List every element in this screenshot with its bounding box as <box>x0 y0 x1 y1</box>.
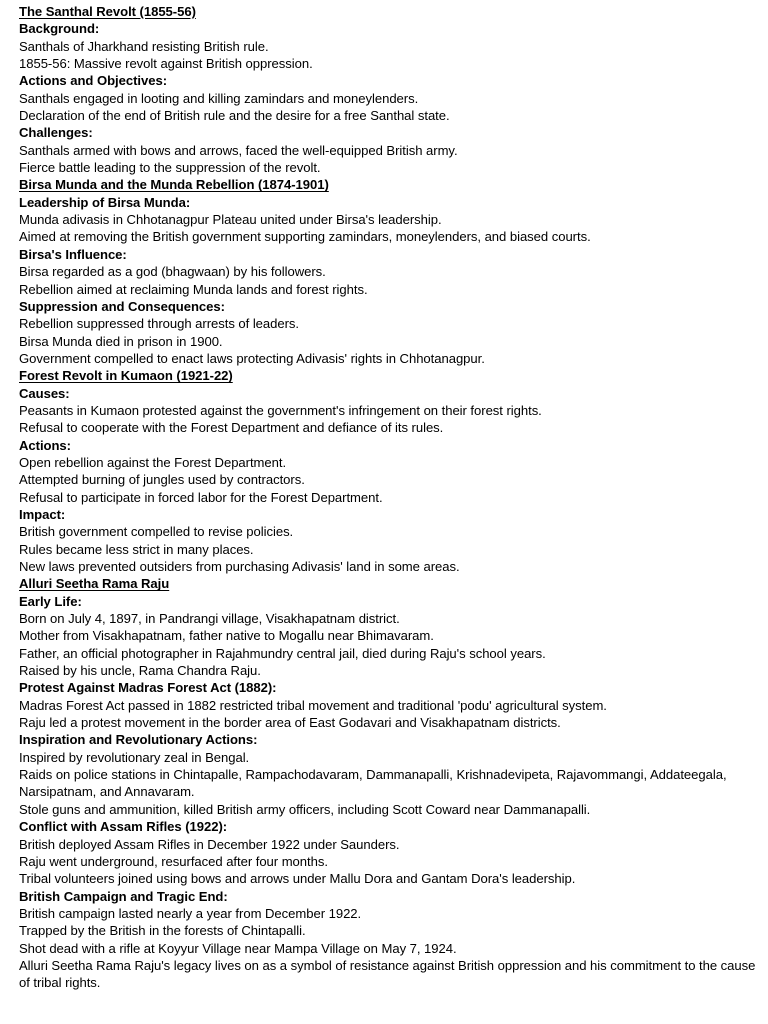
subsection-heading: British Campaign and Tragic End: <box>19 888 228 904</box>
body-line: British government compelled to revise policies. <box>19 524 294 540</box>
body-line: Trapped by the British in the forests of Chintapalli. <box>19 923 306 939</box>
body-line: Mother from Visakhapatnam, father native to Mogallu near Bhimavaram. <box>19 628 434 644</box>
body-line: Santhals of Jharkhand resisting British rule. <box>19 38 269 54</box>
subsection-heading: Challenges: <box>19 125 93 141</box>
body-line: Father, an official photographer in Rajahmundry central jail, died during Raju's school years. <box>19 645 546 661</box>
subsection-heading: Actions and Objectives: <box>19 73 168 89</box>
subsection-heading: Suppression and Consequences: <box>19 298 225 314</box>
body-line: Tribal volunteers joined using bows and arrows under Mallu Dora and Gantam Dora's leadership. <box>19 871 576 887</box>
subsection-heading: Conflict with Assam Rifles (1922): <box>19 819 228 835</box>
body-line: Attempted burning of jungles used by contractors. <box>19 472 305 488</box>
subsection-heading: Birsa's Influence: <box>19 246 127 262</box>
body-line: Raids on police stations in Chintapalle, Rampachodavaram, Dammanapalli, Krishnadevipeta, Rajavommangi, Addateegala, Narsipatnam, and Annavaram. <box>19 767 727 800</box>
body-line: Birsa Munda died in prison in 1900. <box>19 333 223 349</box>
body-line: Inspired by revolutionary zeal in Bengal. <box>19 749 250 765</box>
subsection-heading: Early Life: <box>19 593 82 609</box>
body-line: Open rebellion against the Forest Department. <box>19 454 287 470</box>
body-line: Born on July 4, 1897, in Pandrangi village, Visakhapatnam district. <box>19 611 400 627</box>
body-line: Alluri Seetha Rama Raju's legacy lives on as a symbol of resistance against British oppression and his commitment to the cause of tribal rights. <box>19 957 756 991</box>
body-line: Rules became less strict in many places. <box>19 541 254 557</box>
subsection-heading: Impact: <box>19 506 66 522</box>
document-body <box>19 3 760 992</box>
body-line: Santhals engaged in looting and killing zamindars and moneylenders. <box>19 90 419 106</box>
body-line: Raju went underground, resurfaced after four months. <box>19 853 328 869</box>
body-line: Stole guns and ammunition, killed British army officers, including Scott Coward near Dammanapalli. <box>19 801 591 817</box>
body-line: 1855-56: Massive revolt against British oppression. <box>19 56 313 72</box>
body-line: Madras Forest Act passed in 1882 restricted tribal movement and traditional 'podu' agricultural system. <box>19 697 607 713</box>
body-line: Santhals armed with bows and arrows, faced the well-equipped British army. <box>19 142 458 158</box>
body-line: Refusal to cooperate with the Forest Department and defiance of its rules. <box>19 420 444 436</box>
body-line: Fierce battle leading to the suppression of the revolt. <box>19 160 321 176</box>
section-title: Forest Revolt in Kumaon (1921-22) <box>19 368 233 384</box>
section-title: Birsa Munda and the Munda Rebellion (1874-1901) <box>19 177 329 193</box>
section-title: The Santhal Revolt (1855-56) <box>19 4 196 19</box>
body-line: Government compelled to enact laws protecting Adivasis' rights in Chhotanagpur. <box>19 350 485 366</box>
body-line: Rebellion aimed at reclaiming Munda lands and forest rights. <box>19 281 368 297</box>
subsection-heading: Inspiration and Revolutionary Actions: <box>19 732 258 748</box>
body-line: Rebellion suppressed through arrests of leaders. <box>19 316 300 332</box>
body-line: Peasants in Kumaon protested against the government's infringement on their forest rights. <box>19 402 542 418</box>
section-title: Alluri Seetha Rama Raju <box>19 576 170 592</box>
body-line: Declaration of the end of British rule and the desire for a free Santhal state. <box>19 108 450 124</box>
subsection-heading: Causes: <box>19 385 70 401</box>
body-line: Shot dead with a rifle at Koyyur Village near Mampa Village on May 7, 1924. <box>19 940 457 956</box>
body-line: Refusal to participate in forced labor for the Forest Department. <box>19 489 383 505</box>
subsection-heading: Protest Against Madras Forest Act (1882): <box>19 680 277 696</box>
subsection-heading: Actions: <box>19 437 71 453</box>
body-line: British deployed Assam Rifles in December 1922 under Saunders. <box>19 836 400 852</box>
body-line: Raised by his uncle, Rama Chandra Raju. <box>19 663 261 679</box>
subsection-heading: Leadership of Birsa Munda: <box>19 194 191 210</box>
body-line: Birsa regarded as a god (bhagwaan) by his followers. <box>19 264 326 280</box>
body-line: British campaign lasted nearly a year from December 1922. <box>19 905 362 921</box>
body-line: Munda adivasis in Chhotanagpur Plateau united under Birsa's leadership. <box>19 212 442 228</box>
body-line: Raju led a protest movement in the border area of East Godavari and Visakhapatnam districts. <box>19 715 561 731</box>
body-line: New laws prevented outsiders from purchasing Adivasis' land in some areas. <box>19 559 460 574</box>
subsection-heading: Background: <box>19 21 100 37</box>
body-line: Aimed at removing the British government supporting zamindars, moneylenders, and biased courts. <box>19 229 591 245</box>
